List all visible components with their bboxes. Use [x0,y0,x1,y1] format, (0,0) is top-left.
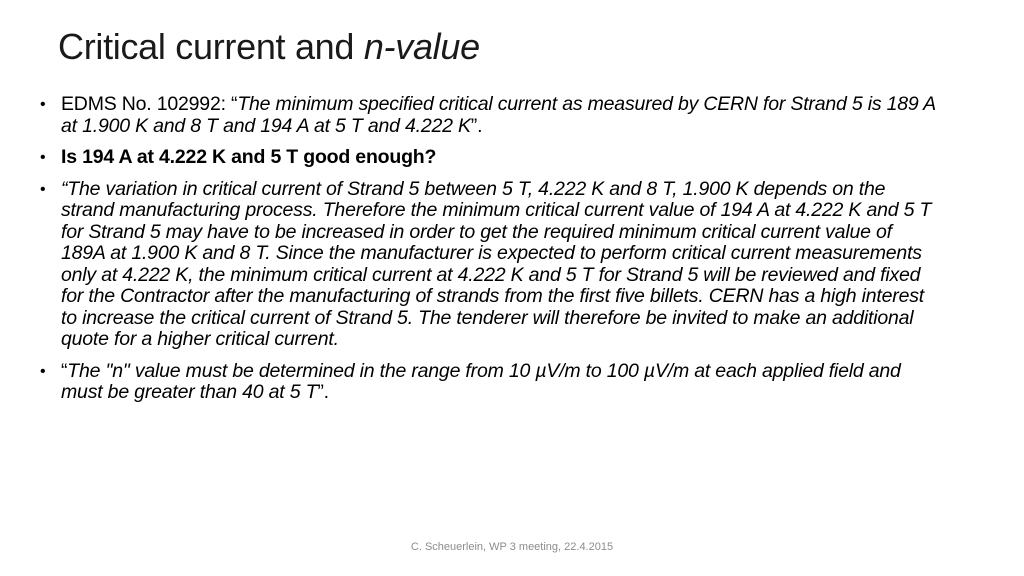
bullet-bold-text: Is 194 A at 4.222 K and 5 T good enough? [61,146,437,168]
bullet-dot: • [40,362,46,380]
bullet-suffix: ”. [470,114,483,137]
bullet-list [40,94,940,414]
bullet-n-value-quote [40,361,940,404]
bullet-dot: • [40,149,46,166]
title-main: Critical current and [58,26,364,67]
bullet-italic-text: The minimum specified critical current as measured by CERN for Strand 5 is 189 A at 1.900 K and 8 T and 194 A at 5 T and 4.222 K [61,93,936,137]
bullet-question [40,147,940,169]
slide-title [58,24,480,70]
bullet-edms-quote [40,94,940,137]
bullet-italic-text: The "n" value must be determined in the range from 10 µV/m to 100 µV/m at each applied field and must be greater than 40 at 5 T [61,359,901,403]
slide-footer [0,541,1024,553]
bullet-italic-text: “The variation in critical current of Strand 5 between 5 T, 4.222 K and 8 T, 1.900 K depends on the strand manufacturing process. Therefore the minimum critical current value of 194 A at 4.222 K and 5 T for Strand 5 may have to be increased in order to get the required minimum critical current value of 189A at 1.900 K and 8 T. Since the manufacturer is expected to perform critical current measurements only at 4.222 K, the minimum critical current at 4.222 K and 5 T for Strand 5 will be reviewed and fixed for the Contractor after the manufacturing of strands from the first five billets. CERN has a high interest to increase the critical current of Strand 5. The tenderer will therefore be invited to make an additional quote for a higher critical current. [61,177,932,350]
title-italic: n-value [363,26,480,67]
footer-text: C. Scheuerlein, WP 3 meeting, 22.4.2015 [410,541,614,553]
bullet-prefix: “ [61,359,68,382]
bullet-dot: • [40,96,46,113]
bullet-variation-quote [40,179,940,351]
bullet-prefix: EDMS No. 102992: “ [61,93,238,115]
bullet-suffix: ”. [317,381,329,403]
bullet-dot: • [40,180,46,198]
